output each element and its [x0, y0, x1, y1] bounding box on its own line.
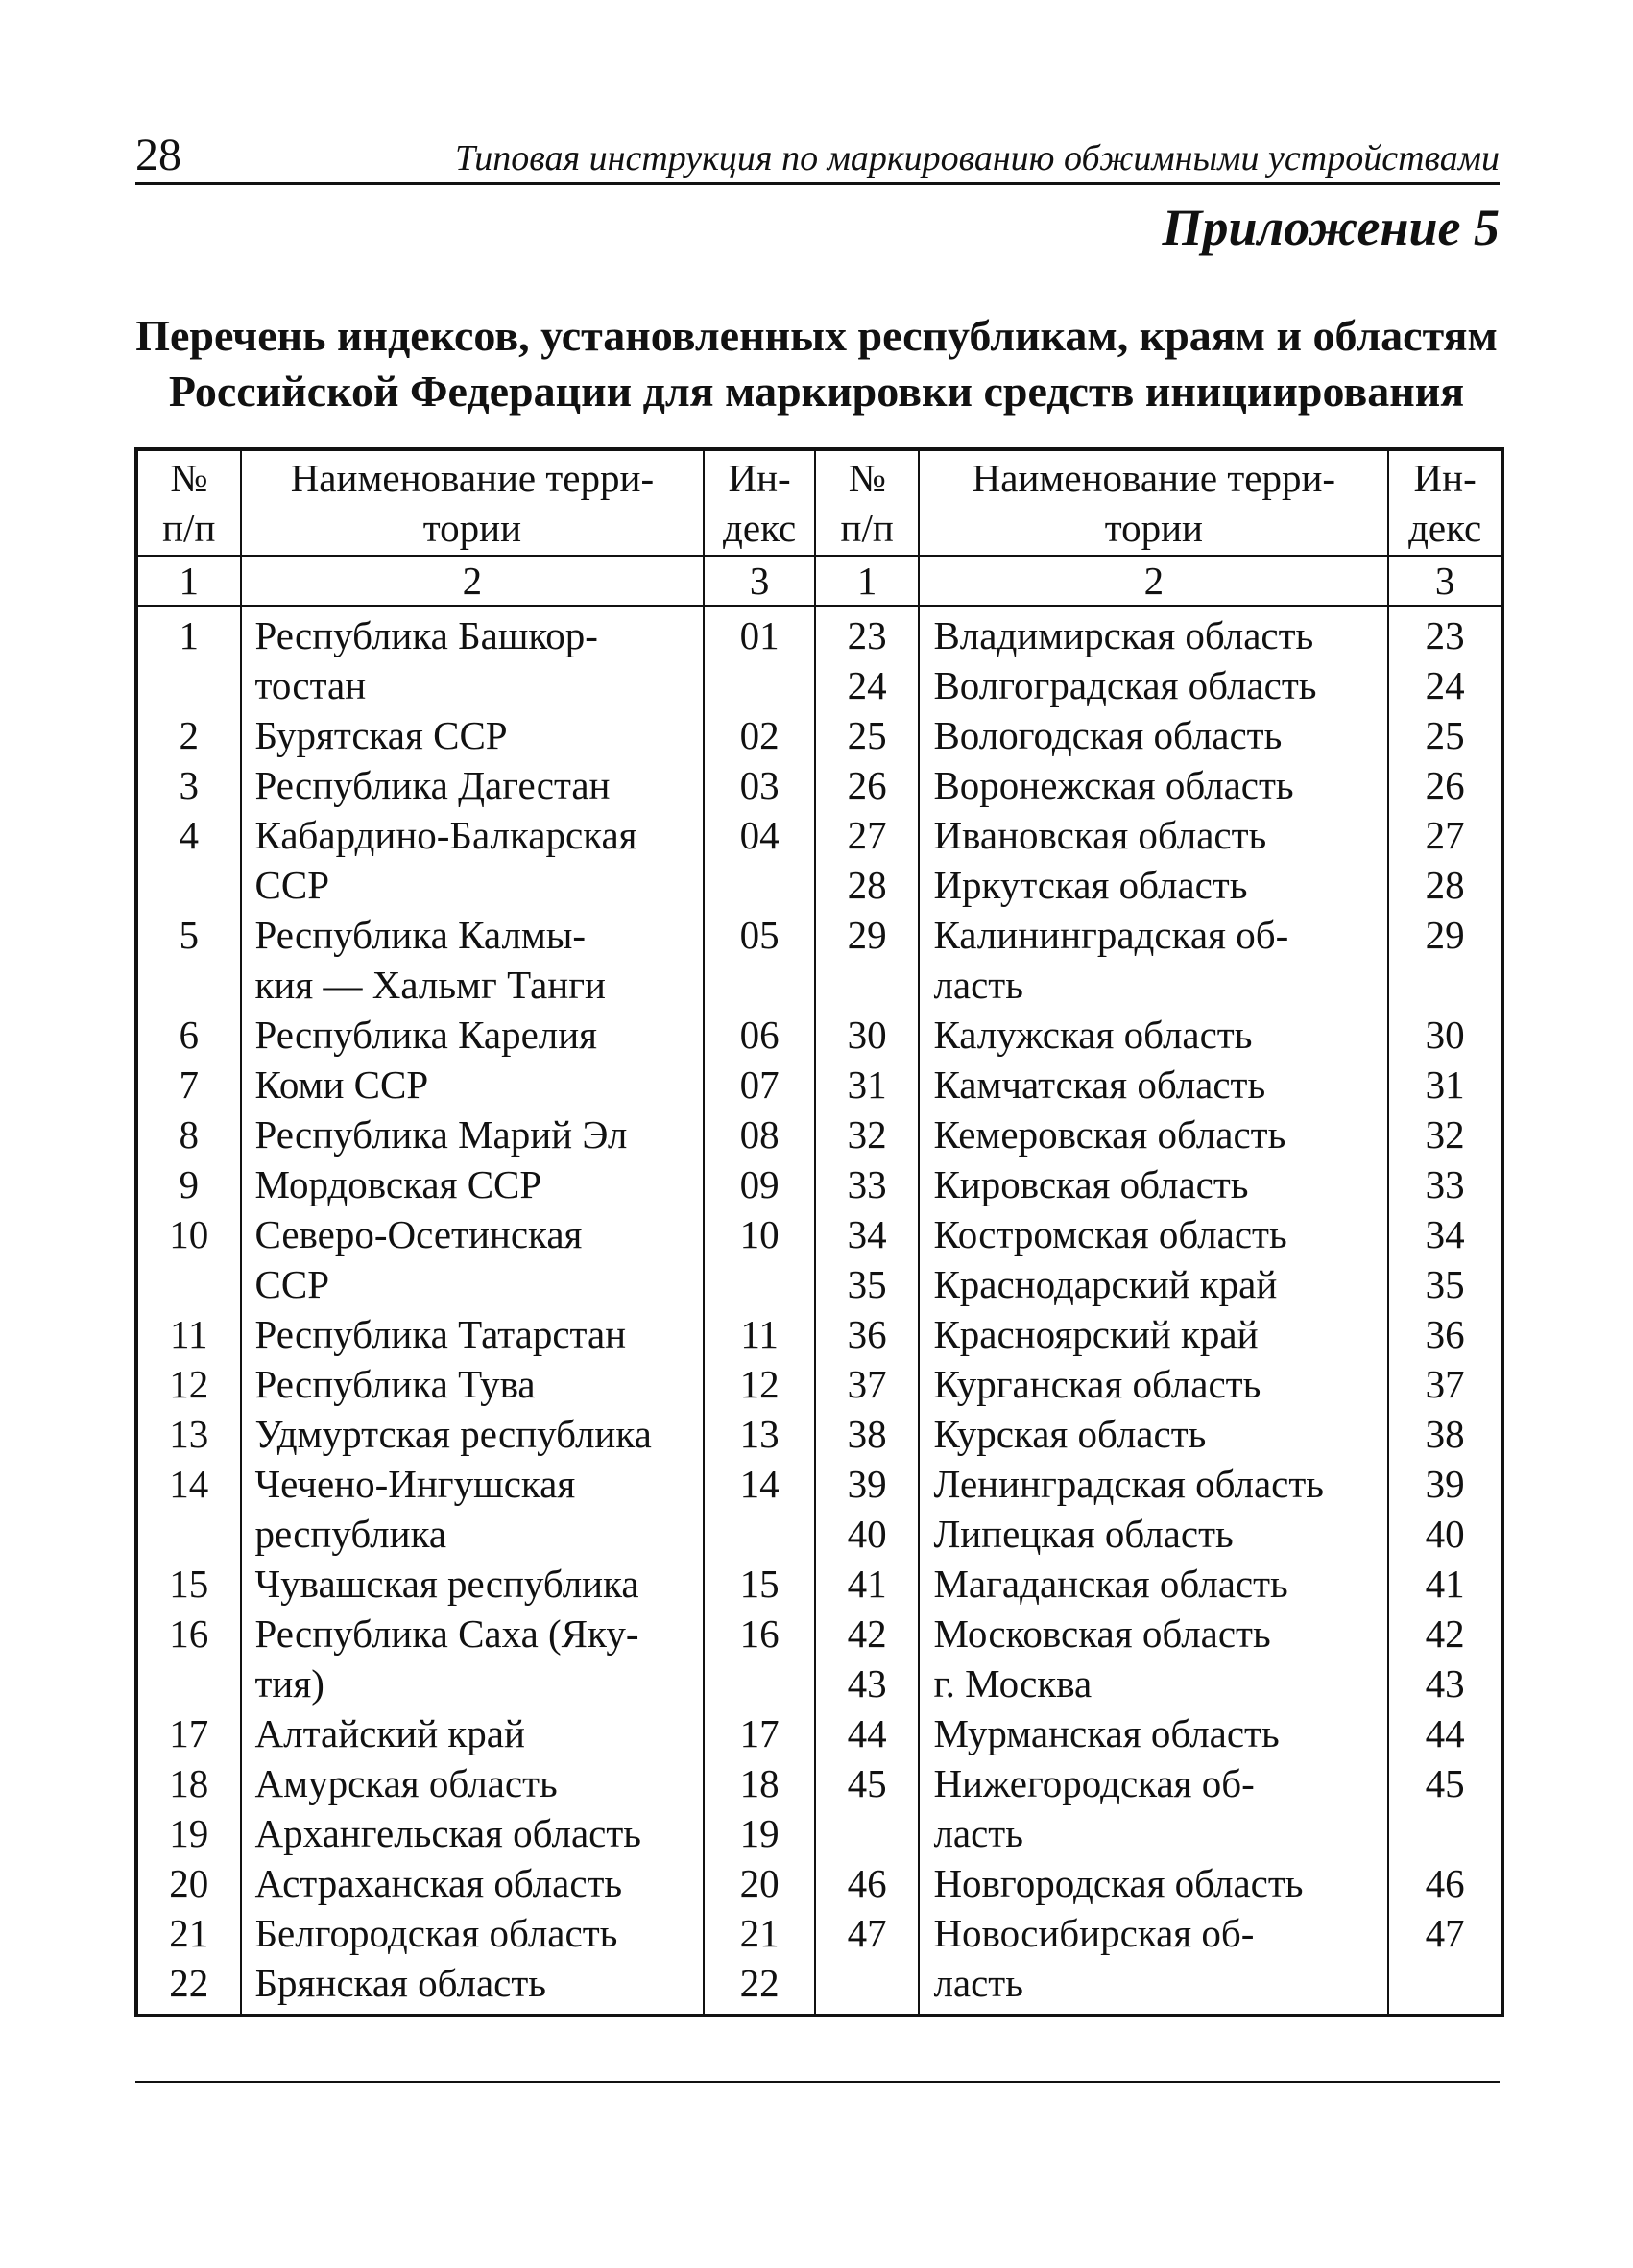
table-cell-line [705, 1509, 814, 1559]
table-cell-line: 35 [847, 1262, 887, 1306]
footer-rule [135, 2081, 1500, 2083]
header-num-right [815, 449, 920, 556]
table-cell-line: 12 [739, 1362, 780, 1406]
table-cell-line: 3 [179, 763, 199, 807]
table-cell-line: Республика Башкор- [254, 613, 598, 657]
table-cell-line: 31 [847, 1062, 887, 1107]
table-cell-line: 15 [739, 1562, 780, 1606]
table-cell-line: 22 [739, 1961, 780, 2005]
table-cell-line [138, 860, 240, 910]
table-cell-line: 2 [179, 713, 199, 757]
table-cell-line: 25 [1425, 713, 1465, 757]
header-idx-line-1: Ин- [728, 456, 791, 500]
table-cell-line: 17 [169, 1711, 209, 1755]
header-name-line-2: тории [1104, 506, 1203, 550]
table-cell-line: 18 [169, 1761, 209, 1805]
running-title: Типовая инструкция по маркированию обжимными устройствами [454, 138, 1500, 179]
table-cell-line: 47 [847, 1911, 887, 1955]
table-cell-line: Курганская область [933, 1362, 1261, 1406]
table-cell-line: Алтайский край [254, 1711, 525, 1755]
table-cell-line: Республика Дагестан [254, 763, 611, 807]
table-cell-line: Воронежская область [933, 763, 1294, 807]
table-cell-line: Кировская область [933, 1162, 1249, 1206]
table-cell-line: 34 [847, 1212, 887, 1256]
table-cell-line: 11 [170, 1312, 208, 1356]
table-cell-line: Московская область [933, 1611, 1271, 1656]
table-title-line-1: Перечень индексов, установленных республикам, краям и областям [135, 311, 1498, 360]
table-cell-line: 37 [1425, 1362, 1465, 1406]
table-cell-line: 31 [1425, 1062, 1465, 1107]
table-cell-line: 6 [179, 1013, 199, 1057]
table-cell-line: 42 [847, 1611, 887, 1656]
table-cell-line: 11 [740, 1312, 779, 1356]
table-cell-line: 8 [179, 1112, 199, 1157]
table-cell-line: Магаданская область [933, 1562, 1288, 1606]
table-cell-line: Белгородская область [254, 1911, 618, 1955]
header-name-line-1: Наименование терри- [972, 456, 1336, 500]
table-cell-line: Кемеровская область [933, 1112, 1286, 1157]
table-cell-line: Мурманская область [933, 1711, 1280, 1755]
header-name-right [919, 449, 1388, 556]
table-cell-line: Республика Карелия [254, 1013, 598, 1057]
table-cell-line: 05 [739, 913, 780, 957]
table-cell-line: 47 [1425, 1911, 1465, 1955]
table-cell-line: Бурятская ССР [254, 713, 508, 757]
header-num-line-1: № [848, 456, 886, 500]
table-cell-line: 19 [739, 1811, 780, 1855]
header-idx-left [704, 449, 815, 556]
table-cell-line: 30 [1425, 1013, 1465, 1057]
table-cell-line: Краснодарский край [933, 1262, 1278, 1306]
table-cell-line: 42 [1425, 1611, 1465, 1656]
table-cell-line: Брянская область [254, 1961, 546, 2005]
header-name-line-2: тории [422, 506, 522, 550]
table-cell-line: 41 [1425, 1562, 1465, 1606]
column-number: 1 [815, 556, 920, 606]
table-cell-line: Архангельская область [254, 1811, 641, 1855]
header-idx-line-1: Ин- [1413, 456, 1477, 500]
table-cell-line [705, 1659, 814, 1708]
table-cell-line: Удмуртская республика [254, 1412, 652, 1456]
table-cell-line: Астраханская область [254, 1861, 623, 1905]
table-body-row [136, 606, 1502, 2016]
table-title-line-2: Российской Федерации для маркировки средств инициирования [168, 367, 1465, 416]
header-name-line-1: Наименование терри- [290, 456, 655, 500]
table-cell-line: 03 [739, 763, 780, 807]
column-number-row [136, 556, 1502, 606]
table-cell-line: 08 [739, 1112, 780, 1157]
table-cell-line: Липецкая область [933, 1512, 1234, 1556]
header-idx-line-2: декс [723, 506, 797, 550]
table-cell-line: Амурская область [254, 1761, 558, 1805]
table-cell-line: 30 [847, 1013, 887, 1057]
table-cell-line: Коми ССР [254, 1062, 429, 1107]
table-cell-line: 26 [1425, 763, 1465, 807]
table-cell-line: 32 [847, 1112, 887, 1157]
index-table [134, 447, 1504, 2017]
table-cell-line: 33 [1425, 1162, 1465, 1206]
left-num-column [136, 606, 241, 2016]
table-cell-line: Камчатская область [933, 1062, 1266, 1107]
table-cell-line: 14 [169, 1462, 209, 1506]
table-cell-line: 18 [739, 1761, 780, 1805]
table-cell-line: 46 [1425, 1861, 1465, 1905]
table-cell-line: Иркутская область [933, 863, 1248, 907]
table-cell-line [705, 660, 814, 710]
table-cell-line: 35 [1425, 1262, 1465, 1306]
table-cell-line: 24 [1425, 663, 1465, 707]
table-cell-line: 29 [1425, 913, 1465, 957]
table-cell-line: 1 [179, 613, 199, 657]
table-cell-line: Кабардино-Балкарская [254, 813, 637, 857]
table-cell-line: 15 [169, 1562, 209, 1606]
column-number: 3 [704, 556, 815, 606]
table-cell-line: 38 [1425, 1412, 1465, 1456]
header-num-line-1: № [170, 456, 208, 500]
table-cell-line: республика [254, 1512, 447, 1556]
table-cell-line: 27 [1425, 813, 1465, 857]
table-cell-line: тостан [254, 663, 367, 707]
table-cell-line [816, 960, 919, 1010]
table-cell-line [1389, 1808, 1501, 1858]
column-number: 2 [241, 556, 705, 606]
table-cell-line: 43 [1425, 1661, 1465, 1706]
appendix-label: Приложение 5 [1162, 199, 1500, 256]
right-num-column [815, 606, 920, 2016]
table-cell-line: Республика Тува [254, 1362, 536, 1406]
table-cell-line: 38 [847, 1412, 887, 1456]
table-cell-line [138, 660, 240, 710]
table-cell-line: 9 [179, 1162, 199, 1206]
table-cell-line: ласть [933, 963, 1023, 1007]
table-cell-line: Калининградская об- [933, 913, 1289, 957]
table-cell-line: тия) [254, 1661, 324, 1706]
table-cell-line [138, 1259, 240, 1309]
table-cell-line: 02 [739, 713, 780, 757]
table-cell-line: ласть [933, 1811, 1023, 1855]
header-num-line-2: п/п [162, 506, 216, 550]
table-cell-line: Северо-Осетинская [254, 1212, 583, 1256]
table-cell-line: 06 [739, 1013, 780, 1057]
table-cell-line: 32 [1425, 1112, 1465, 1157]
table-cell-line: 36 [847, 1312, 887, 1356]
table-cell-line: ССР [254, 863, 330, 907]
table-cell-line: 39 [847, 1462, 887, 1506]
left-idx-column [704, 606, 815, 2016]
table-cell-line: 4 [179, 813, 199, 857]
table-cell-line [138, 960, 240, 1010]
table-cell-line: 10 [169, 1212, 209, 1256]
table-cell-line: 44 [1425, 1711, 1465, 1755]
table-cell-line: Новосибирская об- [933, 1911, 1255, 1955]
table-cell-line: 5 [179, 913, 199, 957]
table-cell-line: Республика Татарстан [254, 1312, 627, 1356]
table-cell-line: 24 [847, 663, 887, 707]
table-cell-line: 09 [739, 1162, 780, 1206]
table-cell-line: г. Москва [933, 1661, 1093, 1706]
header-name-left [241, 449, 705, 556]
column-number: 3 [1388, 556, 1502, 606]
table-cell-line: Ивановская область [933, 813, 1267, 857]
table-cell-line: Республика Саха (Яку- [254, 1611, 639, 1656]
table-cell-line: 01 [739, 613, 780, 657]
table-cell-line: Костромская область [933, 1212, 1287, 1256]
table-cell-line: 17 [739, 1711, 780, 1755]
table-cell-line [1389, 1958, 1501, 2008]
table-cell-line: 37 [847, 1362, 887, 1406]
table-cell-line: 44 [847, 1711, 887, 1755]
table-cell-line [138, 1509, 240, 1559]
table-cell-line [705, 960, 814, 1010]
table-cell-line: 14 [739, 1462, 780, 1506]
table-cell-line: 7 [179, 1062, 199, 1107]
table-cell-line: 39 [1425, 1462, 1465, 1506]
table-cell-line: Калужская область [933, 1013, 1253, 1057]
table-cell-line: 16 [169, 1611, 209, 1656]
table-cell-line: Курская область [933, 1412, 1207, 1456]
table-cell-line: 25 [847, 713, 887, 757]
table-cell-line [138, 1659, 240, 1708]
table-cell-line: 46 [847, 1861, 887, 1905]
table-cell-line [1389, 960, 1501, 1010]
table-cell-line: 07 [739, 1062, 780, 1107]
table-cell-line: 10 [739, 1212, 780, 1256]
table-cell-line: 26 [847, 763, 887, 807]
right-idx-column [1388, 606, 1502, 2016]
table-cell-line: 27 [847, 813, 887, 857]
table-cell-line: 22 [169, 1961, 209, 2005]
table-cell-line [705, 1259, 814, 1309]
table-cell-line: 13 [169, 1412, 209, 1456]
table-cell-line: 41 [847, 1562, 887, 1606]
table-cell-line: Вологодская область [933, 713, 1283, 757]
table-cell-line: 45 [847, 1761, 887, 1805]
table-cell-line: 23 [847, 613, 887, 657]
page-number: 28 [135, 130, 181, 180]
table-cell-line [816, 1958, 919, 2008]
table-cell-line: Нижегородская об- [933, 1761, 1255, 1805]
table-cell-line: 40 [847, 1512, 887, 1556]
table-cell-line: Республика Калмы- [254, 913, 587, 957]
table-cell-line: 16 [739, 1611, 780, 1656]
table-cell-line: Чечено-Ингушская [254, 1462, 576, 1506]
column-number: 2 [919, 556, 1388, 606]
table-cell-line: 13 [739, 1412, 780, 1456]
table-cell-line: 40 [1425, 1512, 1465, 1556]
header-idx-right [1388, 449, 1502, 556]
table-cell-line: 29 [847, 913, 887, 957]
table-cell-line: 20 [739, 1861, 780, 1905]
table-cell-line: 28 [847, 863, 887, 907]
header-rule [135, 182, 1500, 185]
header-idx-line-2: декс [1408, 506, 1482, 550]
table-cell-line: Ленинградская область [933, 1462, 1324, 1506]
table-cell-line: Мордовская ССР [254, 1162, 542, 1206]
header-num-line-2: п/п [840, 506, 894, 550]
table-header-row [136, 449, 1502, 556]
left-name-column [241, 606, 705, 2016]
table-cell-line: Владимирская область [933, 613, 1314, 657]
table-cell-line: Новгородская область [933, 1861, 1304, 1905]
table-cell-line [816, 1808, 919, 1858]
column-number: 1 [136, 556, 241, 606]
table-cell-line: Чувашская республика [254, 1562, 639, 1606]
table-cell-line: Красноярский край [933, 1312, 1259, 1356]
table-cell-line: 12 [169, 1362, 209, 1406]
table-cell-line: кия — Хальмг Танги [254, 963, 606, 1007]
table-cell-line: ССР [254, 1262, 330, 1306]
table-cell-line: 19 [169, 1811, 209, 1855]
table-cell-line: 23 [1425, 613, 1465, 657]
table-cell-line: 21 [739, 1911, 780, 1955]
header-num-left [136, 449, 241, 556]
table-cell-line: 21 [169, 1911, 209, 1955]
table-cell-line [705, 860, 814, 910]
table-cell-line: Республика Марий Эл [254, 1112, 628, 1157]
right-name-column [919, 606, 1388, 2016]
table-cell-line: ласть [933, 1961, 1023, 2005]
table-cell-line: 34 [1425, 1212, 1465, 1256]
table-cell-line: 36 [1425, 1312, 1465, 1356]
table-cell-line: 45 [1425, 1761, 1465, 1805]
table-cell-line: 04 [739, 813, 780, 857]
table-cell-line: 28 [1425, 863, 1465, 907]
table-cell-line: Волгоградская область [933, 663, 1317, 707]
table-cell-line: 33 [847, 1162, 887, 1206]
table-cell-line: 20 [169, 1861, 209, 1905]
table-cell-line: 43 [847, 1661, 887, 1706]
